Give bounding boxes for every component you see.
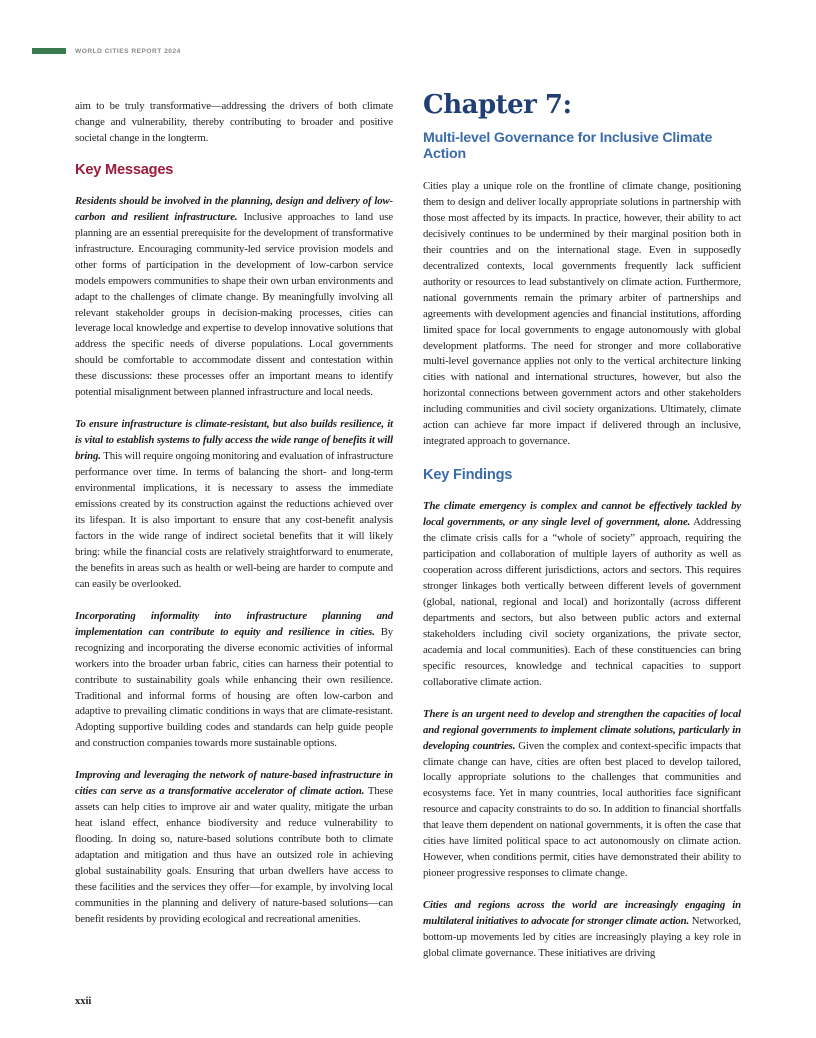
key-message-body: This will require ongoing monitoring and evaluation of infrastructure performance over time. In terms of balancing the short- and long-term environmental implications, it is necessary to assess the immediate emissions created by its construction against the reductions achieved over its lifespan. It is also important to ensure that any cost-benefit analysis factors in the wide range of indirect societal benefits that it will likely bring: while the financial costs are relatively straightforward to enumerate, the benefits in areas such as health or well-being are harder to compute and can easily be overlooked. <box>75 450 393 590</box>
key-message-body: Inclusive approaches to land use planning are an essential prerequisite for the development of transformative infrastructure. Encouraging community-led service provision models and other forms of participation in the development of low-carbon service models empowers communities to shape their own urban environments and adapt to the challenges of climate change. By meaningfully involving all relevant stakeholder groups in decision-making processes, cities can leverage local knowledge and expertise to develop innovative solutions that address the specific needs of diverse populations. Local governments should be comfortable to accommodate dissent and contestation within these discussions: these processes offer an important means to identify potential misalignment between planned infrastructure and local needs. <box>75 210 393 399</box>
page-number: xxii <box>75 996 92 1007</box>
running-header-text: WORLD CITIES REPORT 2024 <box>75 47 181 55</box>
key-message-lead: Incorporating informality into infrastructure planning and implementation can contribute to equity and resilience in cities. <box>75 609 393 638</box>
key-finding-body: Networked, bottom-up movements led by cities are increasingly playing a key role in global climate governance. These initiatives are driving <box>423 915 741 959</box>
key-finding-lead: The climate emergency is complex and cannot be effectively tackled by local governments, or any single level of government, alone. <box>423 500 741 529</box>
key-finding-lead: Cities and regions across the world are increasingly engaging in multilateral initiatives to advocate for stronger climate action. <box>423 899 741 928</box>
key-message-paragraph <box>75 768 393 928</box>
key-finding-paragraph <box>423 707 741 882</box>
key-finding-paragraph <box>423 898 741 962</box>
key-finding-body: Addressing the climate crisis calls for a “whole of society” approach, requiring the participation and collaboration of multiple layers of authority as well as cooperation across different jurisdictions, actors and sectors. This requires stronger linkages both vertically between different levels of government (global, national, regional and local) and horizontally (across different departments and sectors, but also between public actors and external stakeholders including civil society organizations, the private sector, academia and local communities). Each of these constituencies can bring specific resources, knowledge and technical capacities to support collaborative climate action. <box>423 516 741 688</box>
chapter-number: Chapter 7: <box>423 90 572 120</box>
right-column <box>423 90 741 962</box>
running-header <box>32 46 181 56</box>
left-column <box>75 99 393 928</box>
key-message-lead: Residents should be involved in the planning, design and delivery of low-carbon and resilient infrastructure. <box>75 194 393 223</box>
chapter-intro: Cities play a unique role on the frontline of climate change, positioning them to design and deliver locally appropriate solutions in partnership with those most affected by its impacts. In practice, however, their ability to act decisively continues to be undermined by their marginal position both in their countries and on the international stage. Even in supposedly decentralized contexts, local governments frequently lack sufficient authority or resources to lead substantively on climate action. Furthermore, national governments remain the primary arbiter of partnerships and agreements with development agencies and financial institutions, affording limited space for local governments to engage autonomously with global development platforms. The need for stronger and more collaborative multi-level governance applies not only to the vertical architecture linking cities with national and international structures, however, but also the horizontal connections between government actors and other stakeholders including communities and civil society organizations. Ultimately, climate action can achieve far more impact if delivered through an inclusive, integrated approach to governance. <box>423 180 741 448</box>
chapter-title: Multi-level Governance for Inclusive Climate Action <box>423 130 713 162</box>
key-message-body: By recognizing and incorporating the diverse economic activities of informal workers into the broader urban fabric, cities can harness their potential to contribute to sustainability goals while enhancing their own resilience. Traditional and informal forms of housing are often low-carbon and adaptive to prevailing climatic conditions in ways that are climate-resistant. Adopting supportive building codes and standards can help guide people and construction companies towards more sustainable options. <box>75 625 393 750</box>
key-finding-body: Given the complex and context-specific impacts that climate change can have, cities are often best placed to develop tailored, locally appropriate solutions to the challenges that communities and ecosystems face. Yet in many countries, local authorities face significant resource and capacity constraints to do so. In addition to financial shortfalls that leave them dependent on national governments, it is often the case that cities have limited political space to act autonomously on climate action. However, when conditions permit, cities have demonstrated their ability to pioneer progressive responses to climate change. <box>423 739 742 880</box>
key-message-paragraph <box>75 417 393 592</box>
key-finding-paragraph <box>423 499 741 690</box>
key-message-paragraph <box>75 609 393 753</box>
key-message-lead: To ensure infrastructure is climate-resistant, but also builds resilience, it is vital to establish systems to fully access the wide range of benefits it will bring. <box>75 418 393 463</box>
key-findings-heading: Key Findings <box>423 467 513 484</box>
key-message-lead: Improving and leveraging the network of nature-based infrastructure in cities can serve as a transformative accelerator of climate action. <box>75 769 393 798</box>
header-color-bar <box>32 48 66 54</box>
key-finding-lead: There is an urgent need to develop and strengthen the capacities of local and regional governments to implement climate solutions, particularly in developing countries. <box>423 707 741 752</box>
key-messages-heading: Key Messages <box>75 161 174 178</box>
key-message-paragraph <box>75 194 393 401</box>
key-message-body: These assets can help cities to improve air and water quality, mitigate the urban heat island effect, enhance biodiversity and reduce vulnerability to flooding. In doing so, nature-based solutions contribute both to climate adaptation and mitigation and thus have an outsized role in achieving global sustainability goals. Ensuring that urban dwellers have access to these facilities and the services they offer—for example, by involving local communities in the planning and delivery of nature-based solutions—can benefit residents by providing ecological and recreational amenities. <box>75 785 393 925</box>
intro-continuation: aim to be truly transformative—addressing the drivers of both climate change and vulnerability, thereby contributing to broader and positive societal change in the longterm. <box>75 100 393 144</box>
